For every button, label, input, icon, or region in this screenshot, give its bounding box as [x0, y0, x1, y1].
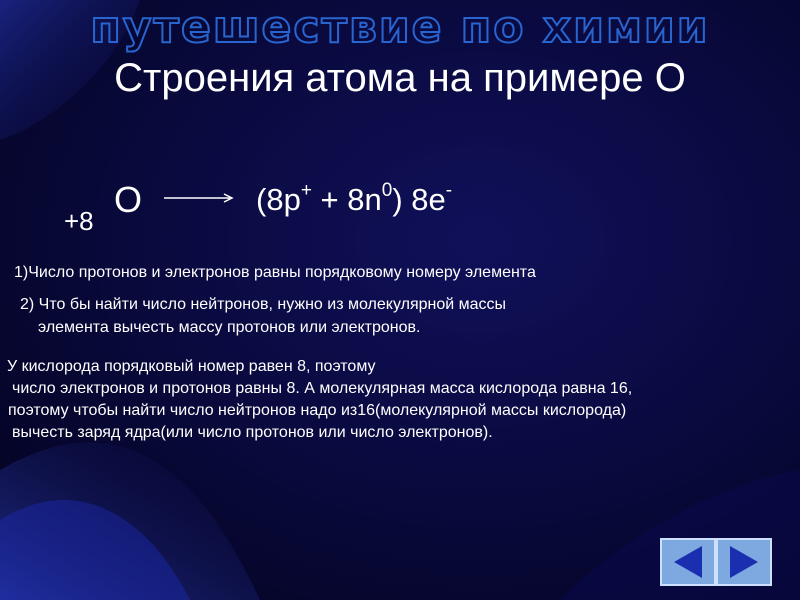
- paragraph-line: У кислорода порядковый номер равен 8, поэтому: [7, 358, 376, 375]
- triangle-right-icon: [718, 540, 770, 584]
- atom-composition: [256, 180, 452, 220]
- nuclear-charge: +8: [64, 206, 94, 236]
- proton-charge: +: [300, 180, 312, 201]
- element-symbol: О: [114, 179, 143, 220]
- slide-title: Строения атома на примере О: [114, 56, 686, 100]
- electrons-text: ) 8e: [392, 182, 446, 217]
- paragraph-line: вычесть заряд ядра(или число протонов или число электронов).: [12, 424, 493, 441]
- neutrons-text: + 8n: [311, 182, 382, 217]
- paragraph-line: число электронов и протонов равны 8. А молекулярная масса кислорода равна 16,: [12, 380, 633, 397]
- next-slide-button[interactable]: [716, 538, 772, 586]
- electron-charge: -: [445, 180, 453, 201]
- rule-2-line-1: 2) Что бы найти число нейтронов, нужно из молекулярной массы: [20, 296, 507, 313]
- triangle-left-icon: [662, 540, 714, 584]
- slide-banner: путешествие по химии: [90, 2, 710, 53]
- previous-slide-button[interactable]: [660, 538, 716, 586]
- rule-1: 1)Число протонов и электронов равны порядковому номеру элемента: [14, 264, 536, 281]
- paragraph-line: поэтому чтобы найти число нейтронов надо из16(молекулярной массы кислорода): [8, 402, 627, 419]
- rule-2-line-2: элемента вычесть массу протонов или электронов.: [38, 319, 421, 336]
- protons-text: (8p: [256, 182, 301, 217]
- neutron-charge: 0: [381, 180, 393, 201]
- arrow-right-icon: [164, 191, 236, 205]
